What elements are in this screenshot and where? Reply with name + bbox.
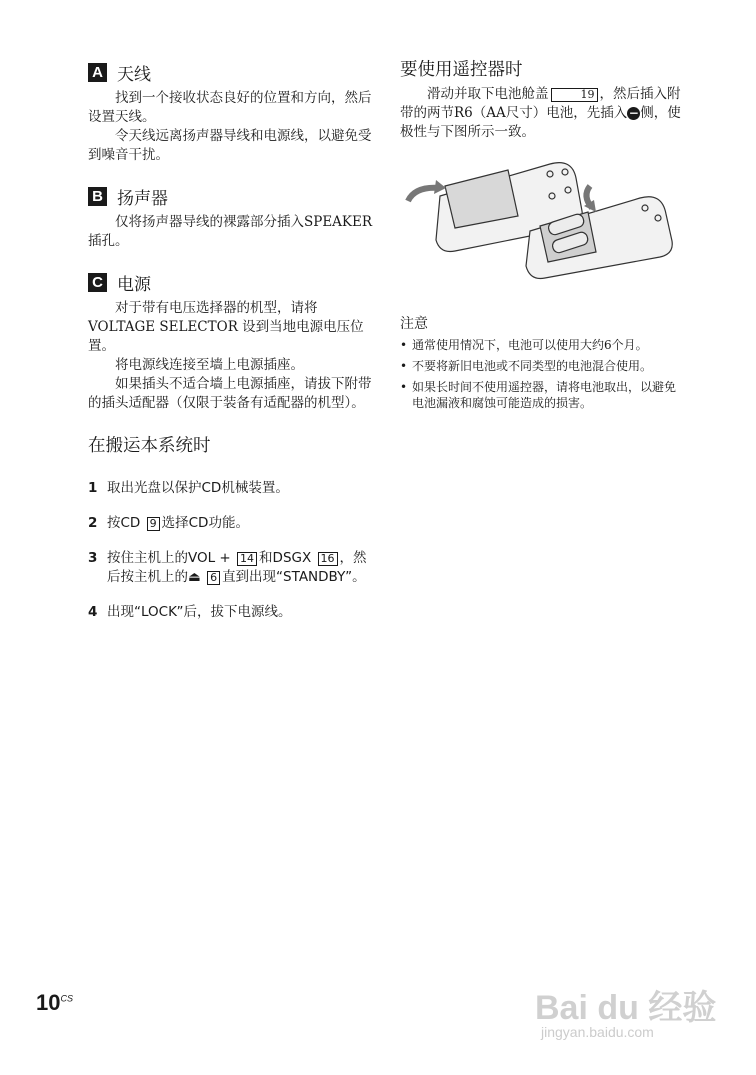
notes-heading: 注意 <box>400 316 428 332</box>
step-text: 按CD 9 选择CD功能。 <box>107 515 249 531</box>
paragraph: 仅将扬声器导线的裸露部分插入SPEAKER插孔。 <box>88 214 373 249</box>
callout-number: 16 <box>318 552 338 566</box>
remote-heading: 要使用遥控器时 <box>400 60 523 80</box>
remote-battery-illustration <box>400 156 675 281</box>
paragraph: 如果插头不适合墙上电源插座，请拔下附带的插头适配器（仅限于装备有适配器的机型）。 <box>88 376 372 411</box>
step-number: 1 <box>88 480 98 496</box>
step-text: 取出光盘以保护CD机械装置。 <box>107 480 289 496</box>
note-item: • 不要将新旧电池或不同类型的电池混合使用。 <box>400 359 653 373</box>
callout-number: 19 <box>551 88 598 102</box>
note-item: • 通常使用情况下，电池可以使用大约6个月。 <box>400 338 648 352</box>
section-title: 天线 <box>117 65 151 85</box>
bullet-icon: • <box>400 338 408 352</box>
step-item <box>88 514 373 533</box>
section-badge: C <box>88 273 107 292</box>
minus-icon: − <box>628 106 639 120</box>
remote-illustration-icon <box>400 156 675 281</box>
eject-icon: ⏏ <box>188 569 201 585</box>
left-column <box>88 60 373 638</box>
watermark-url: jingyan.baidu.com <box>541 1024 654 1040</box>
callout-number: 6 <box>207 571 220 585</box>
section-antenna <box>88 60 373 165</box>
bullet-icon: • <box>400 359 408 373</box>
note-item: • 如果长时间不使用遥控器，请将电池取出，以避免电池漏液和腐蚀可能造成的损害。 <box>400 380 677 410</box>
bullet-icon: • <box>400 380 408 394</box>
step-item <box>88 479 373 498</box>
section-speaker <box>88 184 373 251</box>
step-text: 出现“LOCK”后，拔下电源线。 <box>107 604 292 620</box>
section-badge: A <box>88 63 107 82</box>
transport-heading: 在搬运本系统时 <box>88 436 211 456</box>
paragraph: 对于带有电压选择器的机型，请将VOLTAGE SELECTOR 设到当地电源电压位置。 <box>88 300 364 354</box>
callout-number: 9 <box>147 517 160 531</box>
remote-paragraph: 滑动并取下电池舱盖 19 ，然后插入附带的两节R6（AA尺寸）电池，先插入−侧，使极性与下图所示一致。 <box>400 86 681 140</box>
section-title: 电源 <box>117 275 151 295</box>
step-number: 2 <box>88 515 98 531</box>
step-text: 按住主机上的VOL + 14 和DSGX 16 ，然后按主机上的⏏ 6 直到出现“STANDBY”。 <box>107 550 367 585</box>
section-title: 扬声器 <box>117 189 168 209</box>
baidu-watermark <box>535 962 735 1052</box>
step-number: 3 <box>88 550 98 566</box>
section-power <box>88 270 373 413</box>
watermark-logo: Bai du 经验 <box>535 989 717 1027</box>
right-column <box>400 56 685 416</box>
callout-number: 14 <box>237 552 257 566</box>
paragraph: 令天线远离扬声器导线和电源线，以避免受到噪音干扰。 <box>88 128 372 163</box>
step-item <box>88 549 373 587</box>
page-number: $10^{CS}$ <box>36 990 73 1015</box>
step-number: 4 <box>88 604 98 620</box>
step-item <box>88 603 373 622</box>
paragraph: 找到一个接收状态良好的位置和方向，然后设置天线。 <box>88 90 372 125</box>
section-badge: B <box>88 187 107 206</box>
paragraph: 将电源线连接至墙上电源插座。 <box>115 357 304 373</box>
